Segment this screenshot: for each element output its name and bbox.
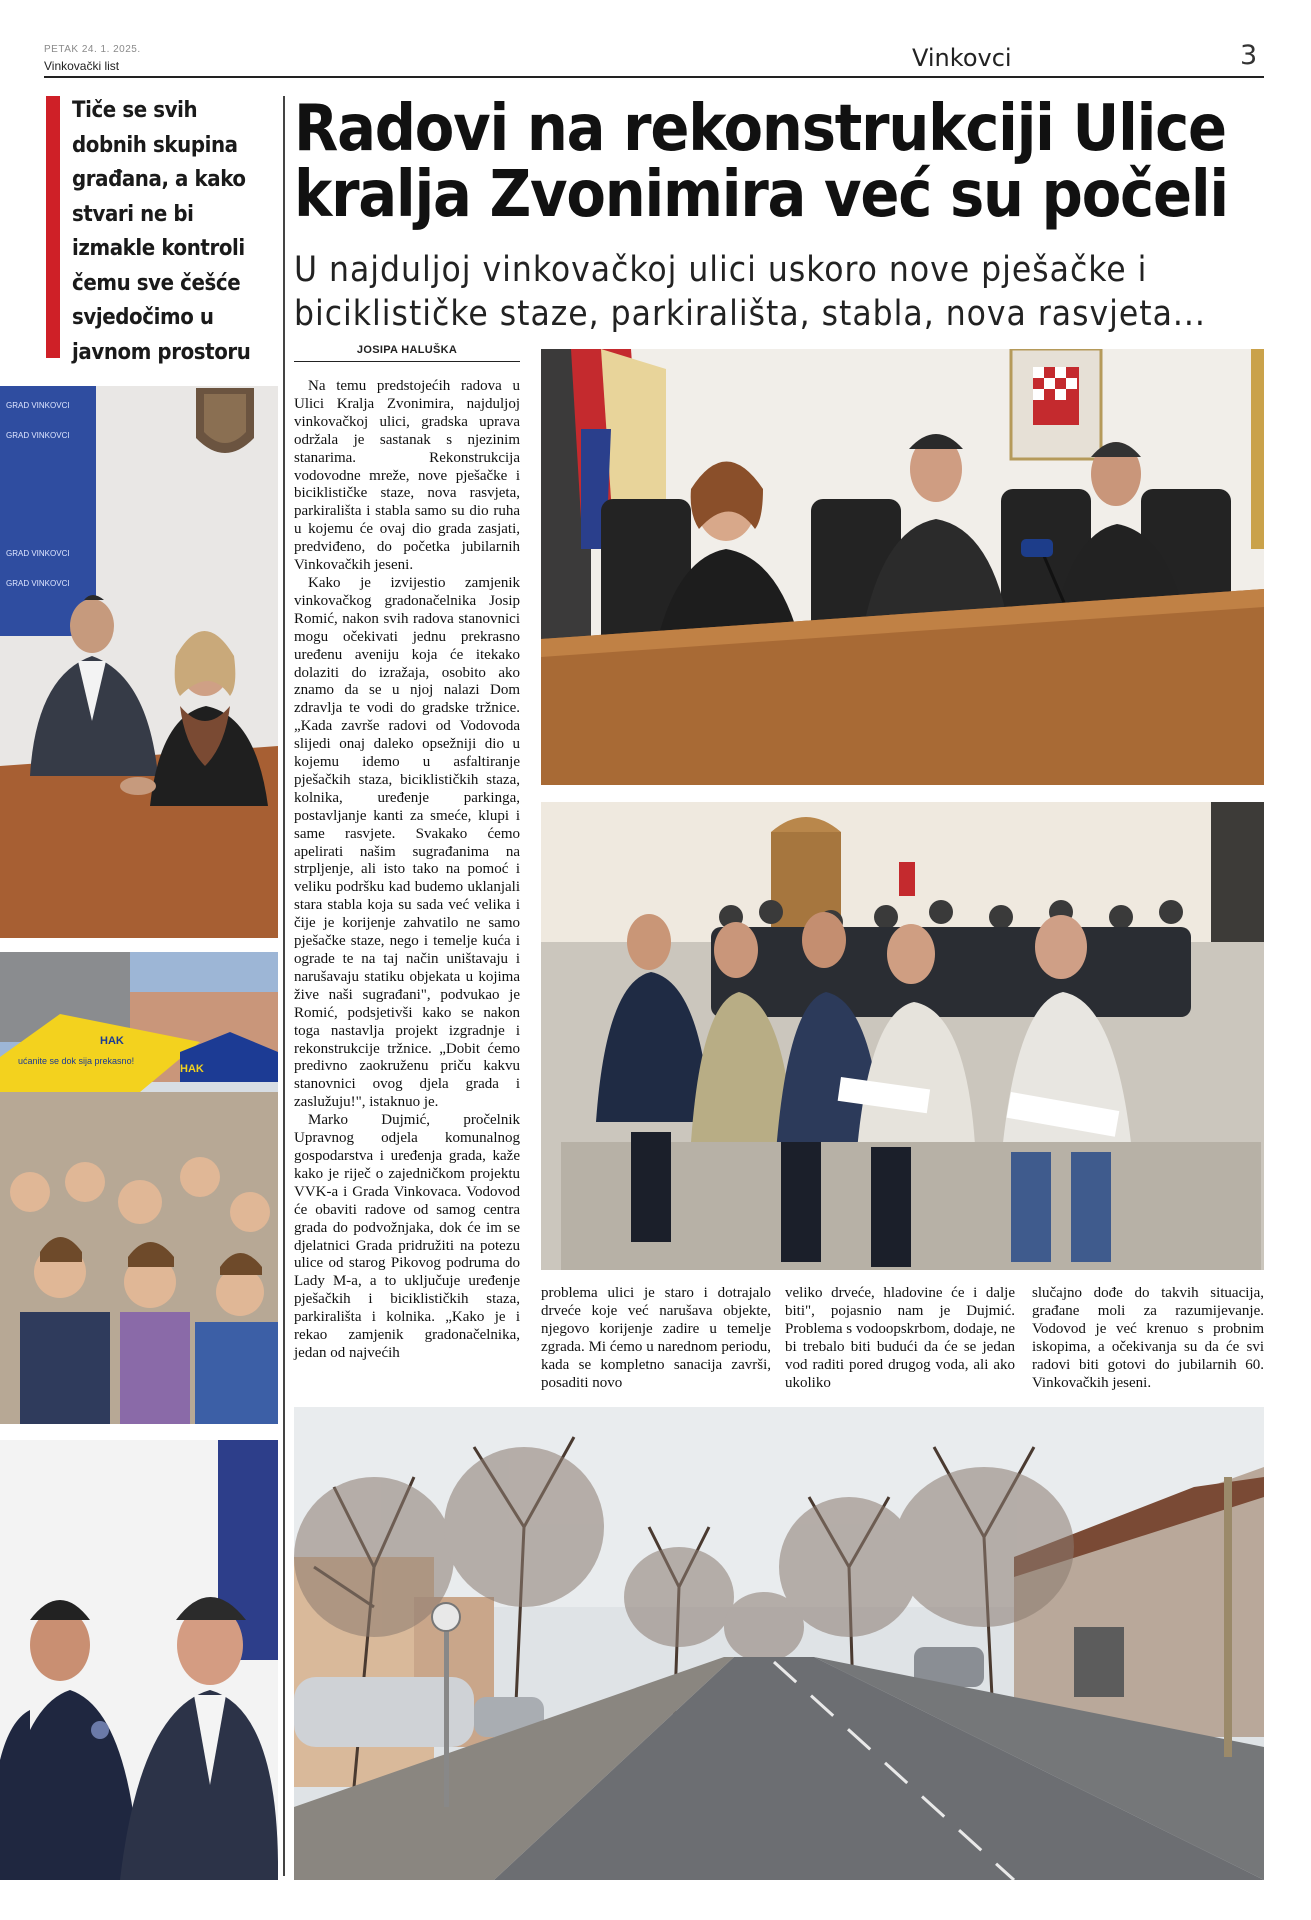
quote-accent-bar bbox=[46, 96, 60, 358]
byline: JOSIPA HALUŠKA bbox=[356, 344, 458, 356]
header-rule bbox=[44, 76, 1264, 78]
article-continuation: slučajno dođe do takvih situacija, građane moli za razumijevanje. Vodovod je već krenuo s probnim iskopima, a očekivanja su da će svi radovi biti gotovi do jubilarnih 60. Vinkovačkih jeseni. bbox=[1032, 1285, 1264, 1391]
article-continuation: problema ulici je staro i dotrajalo drveće koje već narušava objekte, njegovo korijenje zadire u temelje zgrada. Mi ćemo u narednom periodu, kada se kompletno sanacija završi, posaditi novo bbox=[541, 1285, 771, 1391]
svg-text:GRAD VINKOVCI: GRAD VINKOVCI bbox=[6, 431, 70, 440]
headline: Radovi na rekonstrukciji Ulice kralja Zvonimira već su počeli bbox=[294, 92, 1228, 232]
tent-logo: HAK bbox=[180, 1063, 204, 1075]
umbrella-text: ućanite se dok sija prekasno! bbox=[18, 1056, 135, 1066]
issue-date: PETAK 24. 1. 2025. bbox=[44, 44, 141, 55]
umbrella-logo: HAK bbox=[100, 1035, 124, 1047]
photo-children-market bbox=[0, 952, 278, 1424]
paragraph: Na temu predstojećih radova u Ulici Kralja Zvonimira, najduljoj vinkovačkoj ulici, gradska uprava održala je sastanak s njezinim stanarima. Rekonstrukcija vodovodne mreže, nove pješačke i biciklističke staze, nova rasvjeta, parkirališta i stabla samo su dio ruha u kojemu će ovaj dio grada zasjati, predviđeno, do početka jubilarnih Vinkovačkih jeseni. bbox=[294, 378, 520, 574]
svg-text:GRAD VINKOVCI: GRAD VINKOVCI bbox=[6, 579, 70, 588]
pull-quote: Tiče se svih dobnih skupina građana, a kako stvari ne bi izmakle kontroli čemu sve češće svjedočimo u javnom prostoru bbox=[72, 98, 251, 365]
byline-rule bbox=[294, 361, 520, 362]
photo-officials-table bbox=[541, 349, 1264, 785]
article-body bbox=[294, 378, 520, 1363]
paragraph: Kako je izvijestio zamjenik vinkovačkog gradonačelnika Josip Romić, nakon svih radova stanovnici mogu očekivati jednu prekrasno uređenu aveniju koja će itekako dolaziti do izražaja, osobito ako znamo da se u njoj nalazi Dom zdravlja te vodi do gradske tržnice. „Kada završe radovi od Vodovoda slijedi onaj daleko opsežniji dio u kojemu idemo u asfaltiranje pješačkih staza, biciklističkih staza, kolnika, uređenje parkinga, postavljanje kanti za smeće, klupi i same rasvjete. Svakako ćemo apelirati našim sugrađanima na strpljenje, ali isto tako na pomoć i veliku podršku kad budemo uklanjali stara stabla koja su sada već velika i čije je korijenje zahvatilo ne samo pješačke staze, nego i temelje kuća i ograde te na taj način uništavaju i narušavaju statiku objekata u kojima žive naši sugrađani", podvukao je Romić, podsjetivši kako se nakon toga nastavlja projekt izgradnje i rekonstrukcije tržnice. „Dobit ćemo predivno zaokruženu priču kakvu stanovnici ovog djela grada i zaslužuju!", istaknuo je. bbox=[294, 574, 520, 1111]
photo-street-works bbox=[294, 1407, 1264, 1880]
banner-text: GRAD VINKOVCI bbox=[6, 401, 70, 410]
subheadline: U najduljoj vinkovačkoj ulici uskoro nove pješačke i biciklističke staze, parkirališta, stabla, nova rasvjeta... bbox=[294, 250, 1206, 334]
column-divider bbox=[283, 96, 285, 1876]
publication-name: Vinkovački list bbox=[44, 59, 120, 73]
article-continuation: veliko drveće, hladovine će i dalje biti", pojasnio nam je Dujmić. Problema s vodoopskrbom, dodaje, ne bi trebalo biti budući da će se jedan vod raditi pored drugog voda, ali ako ukoliko bbox=[785, 1285, 1015, 1391]
photo-audience-meeting bbox=[541, 802, 1264, 1270]
photo-meeting-desk bbox=[0, 386, 278, 938]
svg-text:GRAD VINKOVCI: GRAD VINKOVCI bbox=[6, 549, 70, 558]
page-number: 3 bbox=[1240, 40, 1258, 71]
paragraph: Marko Dujmić, pročelnik Upravnog odjela komunalnog gospodarstva i uređenja grada, kaže kako je riječ o zajedničkom projektu VVK-a i Grada Vinkovaca. Vodovod će obaviti radove od samog centra grada do podvožnjaka, dok će im se djelatnici Grada pridružiti na potezu ulice od starog Pikovog podruma do Lady M-a, a to uključuje uređenje pješačkih i biciklističkih staza, parkirališta i kolnika. „Kako je i rekao zamjenik gradonačelnika, jedan od najvećih bbox=[294, 1112, 520, 1361]
section-name: Vinkovci bbox=[912, 44, 1012, 72]
photo-police-officers bbox=[0, 1440, 278, 1880]
